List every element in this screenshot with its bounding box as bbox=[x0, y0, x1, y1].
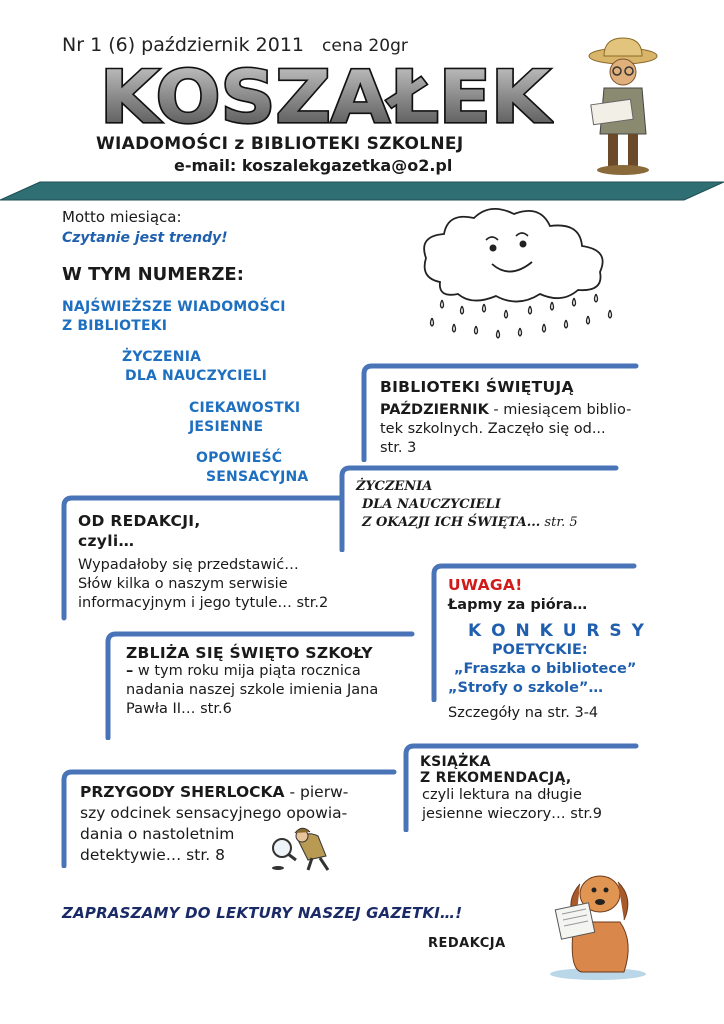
dog-reading-newspaper-image bbox=[538, 862, 648, 982]
editorial-title: OD REDAKCJI, bbox=[78, 512, 201, 530]
motto-label: Motto miesiąca: bbox=[62, 208, 182, 226]
rain-cloud-image bbox=[412, 200, 632, 350]
masthead-subtitle: WIADOMOŚCI z BIBLIOTEKI SZKOLNEJ bbox=[96, 134, 464, 154]
editorial-signature: REDAKCJA bbox=[428, 936, 506, 951]
library-lead: PAŹDZIERNIK bbox=[380, 402, 489, 418]
library-title: BIBLIOTEKI ŚWIĘTUJĄ bbox=[380, 378, 574, 396]
contents-item-story[interactable]: OPOWIEŚĆ SENSACYJNA bbox=[196, 450, 309, 485]
holiday-box[interactable]: ZBLIŻA SIĘ ŚWIĘTO SZKOŁY – w tym roku mija piąta rocznica nadania naszej szkole imienia Jana Pawła II… str.6 bbox=[126, 644, 379, 717]
issue-number: Nr 1 (6) październik 2011 bbox=[62, 34, 305, 56]
masthead-logo bbox=[96, 60, 554, 128]
contents-item-curiosities[interactable]: CIEKAWOSTKI JESIENNE bbox=[189, 400, 301, 435]
header-divider bbox=[0, 178, 724, 202]
sherlock-title: PRZYGODY SHERLOCKA bbox=[80, 783, 285, 801]
detective-image bbox=[268, 820, 340, 872]
motto-text: Czytanie jest trendy! bbox=[62, 230, 228, 246]
contact-email[interactable]: e-mail: koszalekgazetka@o2.pl bbox=[174, 156, 453, 175]
library-box[interactable]: BIBLIOTEKI ŚWIĘTUJĄ PAŹDZIERNIK - miesiącem biblio- tek szkolnych. Zaczęło się od... str. 3 bbox=[380, 378, 632, 456]
closing-invitation: ZAPRASZAMY DO LEKTURY NASZEJ GAZETKI…! bbox=[62, 904, 463, 922]
holiday-title: ZBLIŻA SIĘ ŚWIĘTO SZKOŁY bbox=[126, 644, 373, 662]
masthead-title: KOSZAŁEK bbox=[100, 60, 553, 128]
contents-item-wishes[interactable]: ŻYCZENIA DLA NAUCZYCIELI bbox=[122, 349, 267, 384]
issue-price: cena 20gr bbox=[322, 36, 408, 56]
contents-heading: W TYM NUMERZE: bbox=[62, 264, 244, 285]
sherlock-box[interactable]: PRZYGODY SHERLOCKA - pierw- szy odcinek sensacyjnego opowia- dania o nastoletnim detektywie… str. 8 bbox=[80, 783, 349, 864]
contest-box[interactable]: UWAGA! Łapmy za pióra… K O N K U R S Y POETYCKIE: „Fraszka o bibliotece” „Strofy o szkole”… Szczegóły na str. 3-4 bbox=[448, 576, 646, 721]
mascot-figure-image bbox=[582, 36, 664, 176]
contents-item-news[interactable]: NAJŚWIEŻSZE WIADOMOŚCI Z BIBLIOTEKI bbox=[62, 299, 286, 334]
contest-warning: UWAGA! bbox=[448, 576, 523, 594]
book-box[interactable]: KSIĄŻKA Z REKOMENDACJĄ, czyli lektura na długie jesienne wieczory… str.9 bbox=[420, 754, 602, 822]
issue-line bbox=[62, 34, 408, 56]
contest-heading: K O N K U R S Y bbox=[468, 621, 646, 641]
wishes-box[interactable]: ŻYCZENIA DLA NAUCZYCIELI Z OKAZJI ICH ŚWIĘTA... str. 5 bbox=[356, 479, 578, 530]
editorial-box[interactable]: OD REDAKCJI, czyli… Wypadałoby się przedstawić… Słów kilka o naszym serwisie informacyjnym i jego tytule… str.2 bbox=[78, 512, 329, 611]
